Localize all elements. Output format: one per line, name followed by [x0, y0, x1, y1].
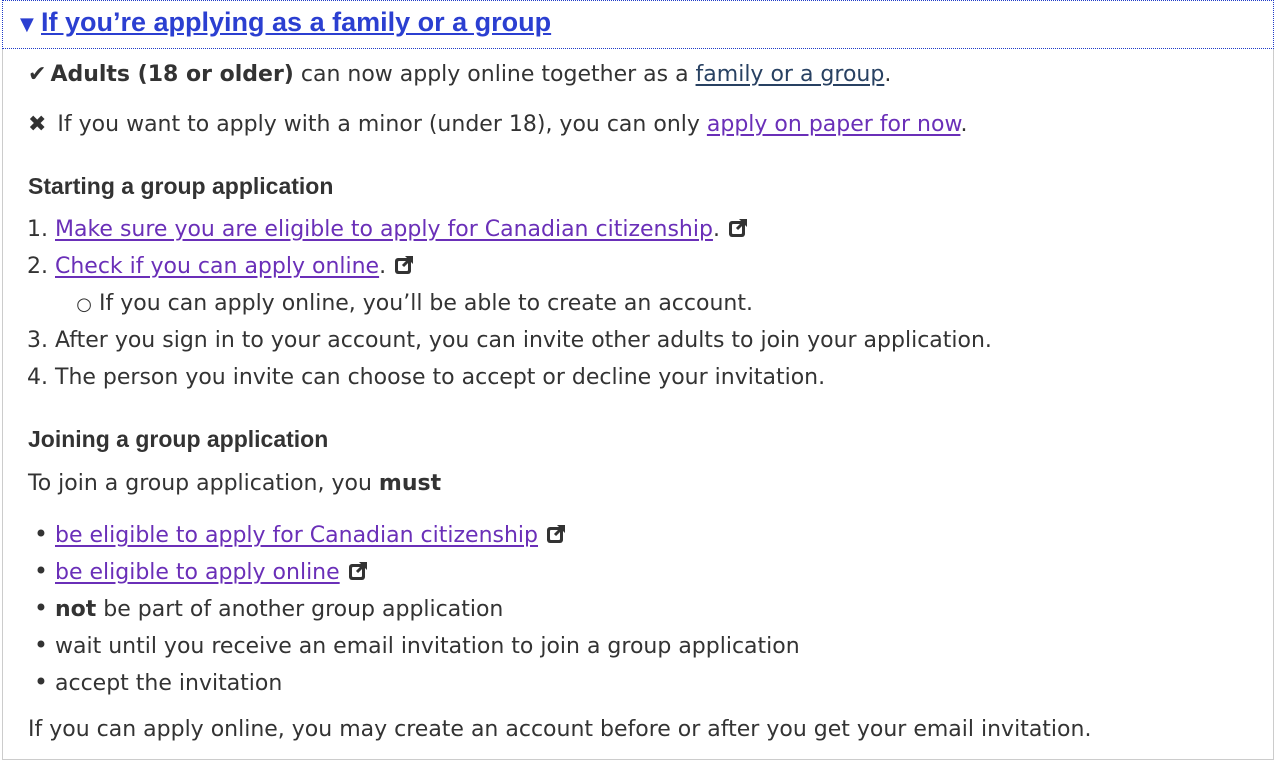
eligible-text: can now apply online together as a	[293, 62, 696, 87]
eligible-citizenship-link[interactable]: Make sure you are eligible to apply for Canadian citizenship	[55, 217, 713, 242]
list-item-text: be part of another group application	[96, 597, 504, 622]
step-text: After you sign in to your account, you can invite other adults to join your application.	[55, 328, 992, 353]
bullet-icon: •	[33, 520, 48, 548]
check-online-link[interactable]: Check if you can apply online	[55, 254, 380, 279]
eligible-line	[28, 62, 891, 87]
external-link-icon	[348, 561, 368, 581]
apply-paper-link[interactable]: apply on paper for now	[706, 112, 961, 137]
summary-title[interactable]: If you’re applying as a family or a group	[41, 7, 552, 37]
not-bold: not	[55, 597, 97, 622]
step-4	[4, 365, 825, 390]
step-3	[4, 328, 992, 353]
joining-intro-text: To join a group application, you	[28, 471, 379, 496]
eligible-online-link[interactable]: be eligible to apply online	[55, 560, 340, 585]
bullet-icon: •	[33, 631, 48, 659]
step-number: 3.	[27, 328, 48, 353]
eligible-end: .	[884, 62, 892, 87]
external-link-icon	[394, 255, 414, 275]
step-2	[4, 254, 414, 279]
sub-text: If you can apply online, you’ll be able to create an account.	[99, 291, 753, 316]
list-item	[4, 631, 800, 659]
step-2-sub	[4, 291, 753, 316]
starting-heading: Starting a group application	[28, 173, 334, 199]
minor-end: .	[960, 112, 968, 137]
minor-line	[28, 112, 967, 137]
family-group-link[interactable]: family or a group	[695, 62, 885, 87]
step-number: 1.	[27, 217, 48, 242]
joining-intro	[28, 471, 441, 496]
eligible-citizenship-link-2[interactable]: be eligible to apply for Canadian citizenship	[55, 523, 539, 548]
checkmark-icon: ✔	[28, 62, 47, 87]
external-link-icon	[728, 218, 748, 238]
bullet-icon: •	[33, 557, 48, 585]
footer-note: If you can apply online, you may create an account before or after you get your email invitation.	[28, 717, 1092, 742]
adults-bold: Adults (18 or older)	[50, 62, 294, 87]
list-item	[4, 520, 566, 548]
bullet-icon: •	[33, 594, 48, 622]
must-bold: must	[378, 471, 442, 496]
list-item-text: wait until you receive an email invitation to join a group application	[55, 634, 800, 659]
step-end: .	[379, 254, 387, 279]
list-item	[4, 594, 503, 622]
list-item	[4, 557, 368, 585]
bullet-icon: •	[33, 668, 48, 696]
list-item	[4, 668, 282, 696]
minor-text: If you want to apply with a minor (under 18), you can only	[50, 112, 707, 137]
step-text: The person you invite can choose to accept or decline your invitation.	[55, 365, 826, 390]
step-1	[4, 217, 748, 242]
details-summary[interactable]	[2, 0, 1274, 49]
triangle-down-icon: ▼	[20, 14, 34, 35]
step-end: .	[712, 217, 720, 242]
circle-bullet-icon: ○	[76, 294, 92, 315]
joining-heading: Joining a group application	[28, 426, 329, 452]
external-link-icon	[546, 524, 566, 544]
step-number: 2.	[27, 254, 48, 279]
step-number: 4.	[27, 365, 48, 390]
list-item-text: accept the invitation	[55, 671, 283, 696]
cross-icon: ✖	[28, 112, 47, 137]
